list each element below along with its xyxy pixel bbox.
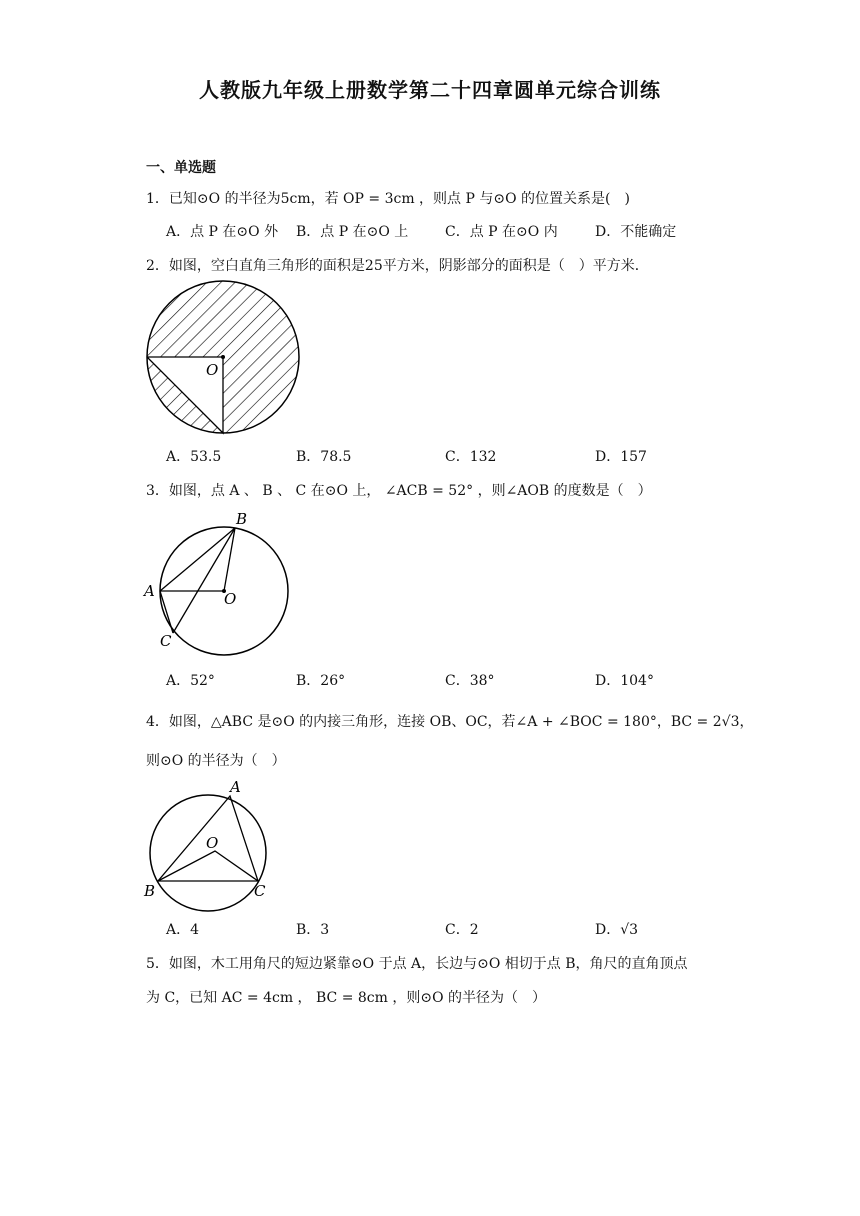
q3-option-d: D．104°	[595, 673, 654, 689]
section-heading: 一、单选题	[146, 160, 216, 176]
q4-label-c: C	[254, 882, 266, 900]
question-5-stem-line-1: 5．如图，木工用角尺的短边紧靠⊙O 于点 A，长边与⊙O 相切于点 B，角尺的直角顶点	[146, 956, 688, 972]
page-title: 人教版九年级上册数学第二十四章圆单元综合训练	[199, 78, 661, 102]
q3-figure	[140, 508, 300, 653]
q1-option-c: C．点 P 在⊙O 内	[445, 224, 558, 240]
question-4-stem-line-1: 4．如图，△ABC 是⊙O 的内接三角形，连接 OB、OC，若∠A + ∠BOC = 180°，BC = 2√3，	[146, 714, 754, 730]
q4-option-d: D．√3	[595, 922, 639, 938]
q4-option-a: A．4	[166, 922, 200, 938]
q2-figure	[140, 278, 310, 443]
q4-figure	[140, 774, 300, 909]
question-2-stem: 2．如图，空白直角三角形的面积是25平方米，阴影部分的面积是（ ）平方米．	[146, 258, 649, 274]
q1-option-a: A．点 P 在⊙O 外	[166, 224, 279, 240]
q4-label-a: A	[230, 778, 241, 796]
q1-option-d: D．不能确定	[595, 224, 677, 240]
q3-label-c: C	[160, 632, 172, 650]
q4-option-c: C．2	[445, 922, 479, 938]
q3-label-o: O	[224, 590, 237, 608]
q2-option-d: D．157	[595, 449, 647, 465]
q3-label-a: A	[144, 582, 155, 600]
q2-label-o: O	[206, 361, 219, 379]
q4-label-o: O	[206, 834, 219, 852]
question-3-stem: 3．如图，点 A 、 B 、 C 在⊙O 上， ∠ACB = 52° ，则∠AOB 的度数是（ ）	[146, 483, 652, 499]
q2-option-b: B．78.5	[296, 449, 352, 465]
q3-option-c: C．38°	[445, 673, 495, 689]
q3-option-a: A．52°	[166, 673, 215, 689]
q4-option-b: B．3	[296, 922, 330, 938]
q1-option-b: B．点 P 在⊙O 上	[296, 224, 409, 240]
q3-option-b: B．26°	[296, 673, 346, 689]
q2-option-c: C．132	[445, 449, 497, 465]
question-5-stem-line-2: 为 C，已知 AC = 4cm ， BC = 8cm ，则⊙O 的半径为（ ）	[146, 990, 547, 1006]
question-1-stem: 1．已知⊙O 的半径为5cm，若 OP = 3cm ，则点 P 与⊙O 的位置关系是( )	[146, 191, 630, 207]
question-4-stem-line-2: 则⊙O 的半径为（ ）	[146, 753, 286, 769]
q3-label-b: B	[236, 510, 248, 528]
q2-option-a: A．53.5	[166, 449, 222, 465]
q4-label-b: B	[144, 882, 156, 900]
